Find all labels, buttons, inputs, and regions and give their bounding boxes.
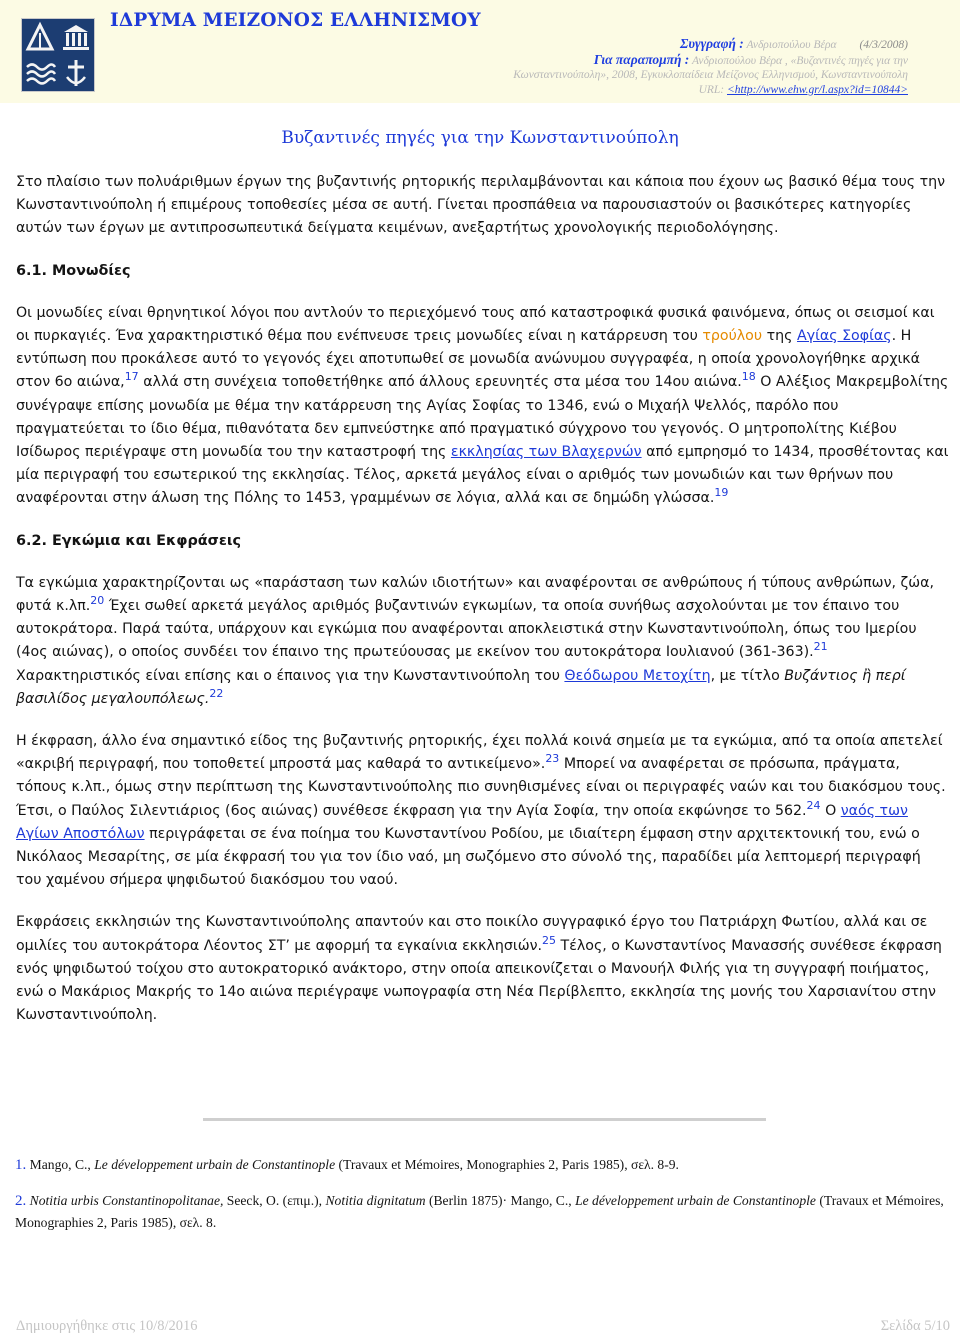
section-heading-encomia: 6.2. Εγκώμια και Εκφράσεις bbox=[16, 532, 242, 549]
text-run: Η έκφραση, άλλο ένα σημαντικό είδος της βυζαντινής ρητορικής, έχει πολλά κοινά σημεία με τα εγκώμια, από τα οποία απετελεί «ακριβή περιγραφή, που τοποθετεί μπροστά μας καθαρά το αντικείμενο». bbox=[16, 733, 943, 773]
footnote-1 bbox=[15, 1154, 945, 1176]
footnotes-divider bbox=[203, 1118, 766, 1121]
text-run: , με τίτλο bbox=[710, 667, 780, 684]
footnote-ref-19[interactable]: 19 bbox=[714, 486, 729, 500]
footnote-2 bbox=[15, 1190, 945, 1234]
footnote-ref-17[interactable]: 17 bbox=[124, 370, 139, 384]
reference-label: Για παραπομπή : bbox=[593, 52, 690, 67]
citation-block bbox=[438, 37, 908, 97]
footnote-ref-21[interactable]: 21 bbox=[813, 640, 828, 654]
agia-sofia-link[interactable]: Αγίας Σοφίας bbox=[796, 328, 892, 345]
footnote-number[interactable]: 2. bbox=[15, 1193, 27, 1209]
text-run: . Η εντύπωση που προκάλεσε αυτό το γεγονός έχει αποτυπωθεί σε μονωδία ανώνυμου συγγραφέα, η οποία χρονολογήθηκε αρχικά στον 6ο αιώνα, bbox=[16, 328, 921, 391]
vlachernes-church-link[interactable]: εκκλησίας των Βλαχερνών bbox=[450, 444, 642, 461]
text-run: περιγράφεται σε ένα ποίημα του Κωνσταντίνου Ροδίου, με ιδιαίτερη έμφαση στην αρχιτεκτονική του, ενώ ο Νικόλαος Μεσαρίτης, σε μία έκφρασή του για τον ίδιο ναό, μη σωζόμενο στο σύνολό της, παραδίδει μία λεπτομερή περιγραφή του χαμένου σήμερα ψηφιδωτού διακόσμου του ναού. bbox=[16, 825, 921, 889]
footnote-ref-25[interactable]: 25 bbox=[542, 933, 557, 947]
note-text: (Travaux et Mémoires, Monographies 2, Paris 1985), σελ. 8. bbox=[15, 1193, 944, 1230]
church-ekphrasis-paragraph bbox=[16, 911, 950, 1027]
tent-icon bbox=[22, 19, 58, 55]
note-text: (Berlin 1875)· Mango, C., bbox=[428, 1193, 572, 1208]
text-run: Χαρακτηριστικός είναι επίσης και ο έπαινος για την Κωνσταντινούπολη του bbox=[16, 667, 560, 684]
author-label: Συγγραφή : bbox=[679, 37, 744, 51]
page-number: Σελίδα 5/10 bbox=[880, 1318, 950, 1334]
reference-line-1: Ανδριοπούλου Βέρα , «Βυζαντινές πηγές για την bbox=[691, 54, 908, 67]
url-row bbox=[438, 83, 908, 98]
holy-apostles-link[interactable]: ναός των Αγίων Αποστόλων bbox=[16, 802, 908, 842]
work-title: Βυζάντιος ἢ περί βασιλίδος μεγαλουπόλεως. bbox=[16, 667, 906, 707]
encomia-paragraph bbox=[16, 572, 950, 711]
citation-url-link[interactable]: <http://www.ehw.gr/l.aspx?id=10844> bbox=[727, 83, 908, 96]
text-run: Ο bbox=[825, 802, 837, 819]
article-body bbox=[16, 171, 950, 1047]
text-run: από εμπρησμό το 1434, προσθέτοντας και μία περιγραφή του εσωτερικού της εκκλησίας. Τέλος, αρκετά μεγάλος είναι ο αριθμός των μονωδιών και των θρήνων που αναφέρονται στην άλωση της Πόλης το 1453, γραμμένων σε λόγια, αλλά και σε δημώδη γλώσσα. bbox=[16, 444, 949, 507]
footnotes bbox=[15, 1154, 945, 1248]
footnote-ref-18[interactable]: 18 bbox=[741, 370, 756, 384]
note-title: Le développement urbain de Constantinople bbox=[94, 1157, 336, 1172]
note-text: (Travaux et Mémoires, Monographies 2, Paris 1985), σελ. 8-9. bbox=[338, 1157, 679, 1172]
text-run: Ο Αλέξιος Μακρεμβολίτης συνέγραψε επίσης μονωδία με θέμα την κατάρρευση της Αγίας Σοφίας το 1346, ενώ ο Μιχαήλ Ψελλός, παρόλο που πραγματεύεται το ίδιο θέμα, πιθανότατα δεν εμπνεύστηκε από πραγματικό σύγχρονο του γεγονός. Ο μητροπολίτης Κιέβου Ισίδωρος περιέγραψε στη μονωδία του την καταστροφή της bbox=[16, 374, 949, 461]
text-run: Εκφράσεις εκκλησιών της Κωνσταντινούπολης απαντούν και στο ποικίλο συγγραφικό έργο του Πατριάρχη Φωτίου, αλλά και σε ομιλίες του αυτοκράτορα Λέοντος ΣΤ’ με αφορμή τα εγκαίνια εκκλησιών. bbox=[16, 914, 928, 954]
foundation-logo bbox=[21, 18, 95, 92]
temple-icon bbox=[58, 19, 94, 55]
text-run: Οι μονωδίες είναι θρηνητικοί λόγοι που αντλούν το περιεχόμενό τους από καταστροφικά φυσικά φαινόμενα, όπως οι σεισμοί και οι πυρκαγιές. Ένα χαρακτηριστικό θέμα που ενέπνευσε τρεις μονωδίες είναι η κατάρρευση του bbox=[16, 304, 935, 345]
page-title: Βυζαντινές πηγές για την Κωνσταντινούπολη bbox=[281, 128, 679, 148]
text-run: Τέλος, ο Κωνσταντίνος Μανασσής συνέθεσε έκφραση ενός ψηφιδωτού τοίχου στο αυτοκρατορικό ανάκτορο, στην οποία απεικονίζεται ο Μανουήλ Φιλής για τη συγγραφή ποιήματος, ενώ ο Μακάριος Μακρής το 14ο αιώνα περιέγραψε νωπογραφία στη Νέα Περίβλεπτο, εκκλησία της μονής του Χαρσιανίτου στην Κωνσταντινούπολη. bbox=[16, 937, 942, 1024]
text-run: Έχει σωθεί αρκετά μεγάλος αριθμός βυζαντινών εγκωμίων, τα οποία συνήθως ασχολούνται με τον έπαινο του αυτοκράτορα. Παρά ταύτα, υπάρχουν και εγκώμια που αναφέρονται αποκλειστικά στην Κωνσταντινούπολη, όπως του Ιμερίου (4ος αιώνας), ο οποίος συνδέει τον έπαινο της πρωτεύουσας με εκείνον του αυτοκράτορα Ιουλιανού (361-363). bbox=[16, 598, 917, 661]
note-text: Seeck, O. (επιμ.), bbox=[226, 1193, 323, 1208]
footnote-ref-20[interactable]: 20 bbox=[90, 594, 105, 608]
metochitis-link[interactable]: Θεόδωρου Μετοχίτη bbox=[564, 667, 711, 684]
reference-row bbox=[438, 53, 908, 69]
author-date: (4/3/2008) bbox=[859, 39, 908, 51]
intro-paragraph: Στο πλαίσιο των πολυάριθμων έργων της βυζαντινής ρητορικής περιλαμβάνονται και κάποια που έχουν ως βασικό θέμα τους την Κωνσταντινούπολη ή επιμέρους τοποθεσίες μέσα σε αυτή. Γίνεται προσπάθεια να παρουσιαστούν οι βασικότερες κατηγορίες αυτών των έργων με αντιπροσωπευτικά δείγματα κειμένων, ανεξαρτήτως χρονολογικής περιοδολόγησης. bbox=[16, 174, 946, 237]
section-heading-monodies: 6.1. Μονωδίες bbox=[16, 262, 131, 279]
footnote-ref-23[interactable]: 23 bbox=[545, 752, 560, 766]
footnote-number[interactable]: 1. bbox=[15, 1157, 27, 1173]
note-title: Notitia urbis Constantinopolitanae, bbox=[29, 1193, 224, 1208]
text-run: Μπορεί να αναφέρεται σε πρόσωπα, πράγματα, τόπους κ.λπ., όμως στην περίπτωση της Κωνσταντινούπολης πιο συνηθισμένες είναι οι περιγραφές ναών και του διακόσμου τους. Έτσι, ο Παύλος Σιλεντιάριος (6ος αιώνας) συνέθεσε έκφραση για την Αγία Σοφία, την οποία εκφώνησε το 562. bbox=[16, 756, 946, 819]
note-title: Notitia dignitatum bbox=[325, 1193, 426, 1208]
author-name: Ανδριοπούλου Βέρα bbox=[746, 39, 837, 51]
note-text: Mango, C., bbox=[29, 1157, 91, 1172]
footnote-ref-22[interactable]: 22 bbox=[209, 686, 224, 700]
cross-anchor-icon bbox=[58, 55, 94, 91]
created-date: Δημιουργήθηκε στις 10/8/2016 bbox=[16, 1318, 198, 1334]
header-band bbox=[0, 0, 960, 103]
note-title: Le développement urbain de Constantinople bbox=[575, 1193, 816, 1208]
text-run: αλλά στη συνέχεια τοποθετήθηκε από άλλους ερευνητές στα μέσα του 14ου αιώνα. bbox=[143, 374, 742, 391]
author-row bbox=[438, 37, 908, 53]
footnote-ref-24[interactable]: 24 bbox=[806, 798, 821, 812]
waves-icon bbox=[22, 55, 58, 91]
monodies-paragraph bbox=[16, 302, 950, 511]
troullos-link[interactable]: τρούλου bbox=[702, 328, 763, 345]
text-run: Τα εγκώμια χαρακτηρίζονται ως «παράσταση των καλών ιδιοτήτων» και αναφέρονται σε ανθρώπους ή τύπους ανθρώπων, ζώα, φυτά κ.λπ. bbox=[16, 574, 934, 615]
reference-line-2: Κωνσταντινούπολη», 2008, Εγκυκλοπαίδεια Μείζονος Ελληνισμού, Κωνσταντινούπολη bbox=[513, 69, 908, 81]
url-label: URL: bbox=[698, 83, 725, 96]
ekphrasis-paragraph bbox=[16, 730, 950, 892]
organization-title: ΙΔΡΥΜΑ ΜΕΙΖΟΝΟΣ ΕΛΛΗΝΙΣΜΟΥ bbox=[110, 10, 481, 31]
text-run: της bbox=[766, 328, 793, 345]
